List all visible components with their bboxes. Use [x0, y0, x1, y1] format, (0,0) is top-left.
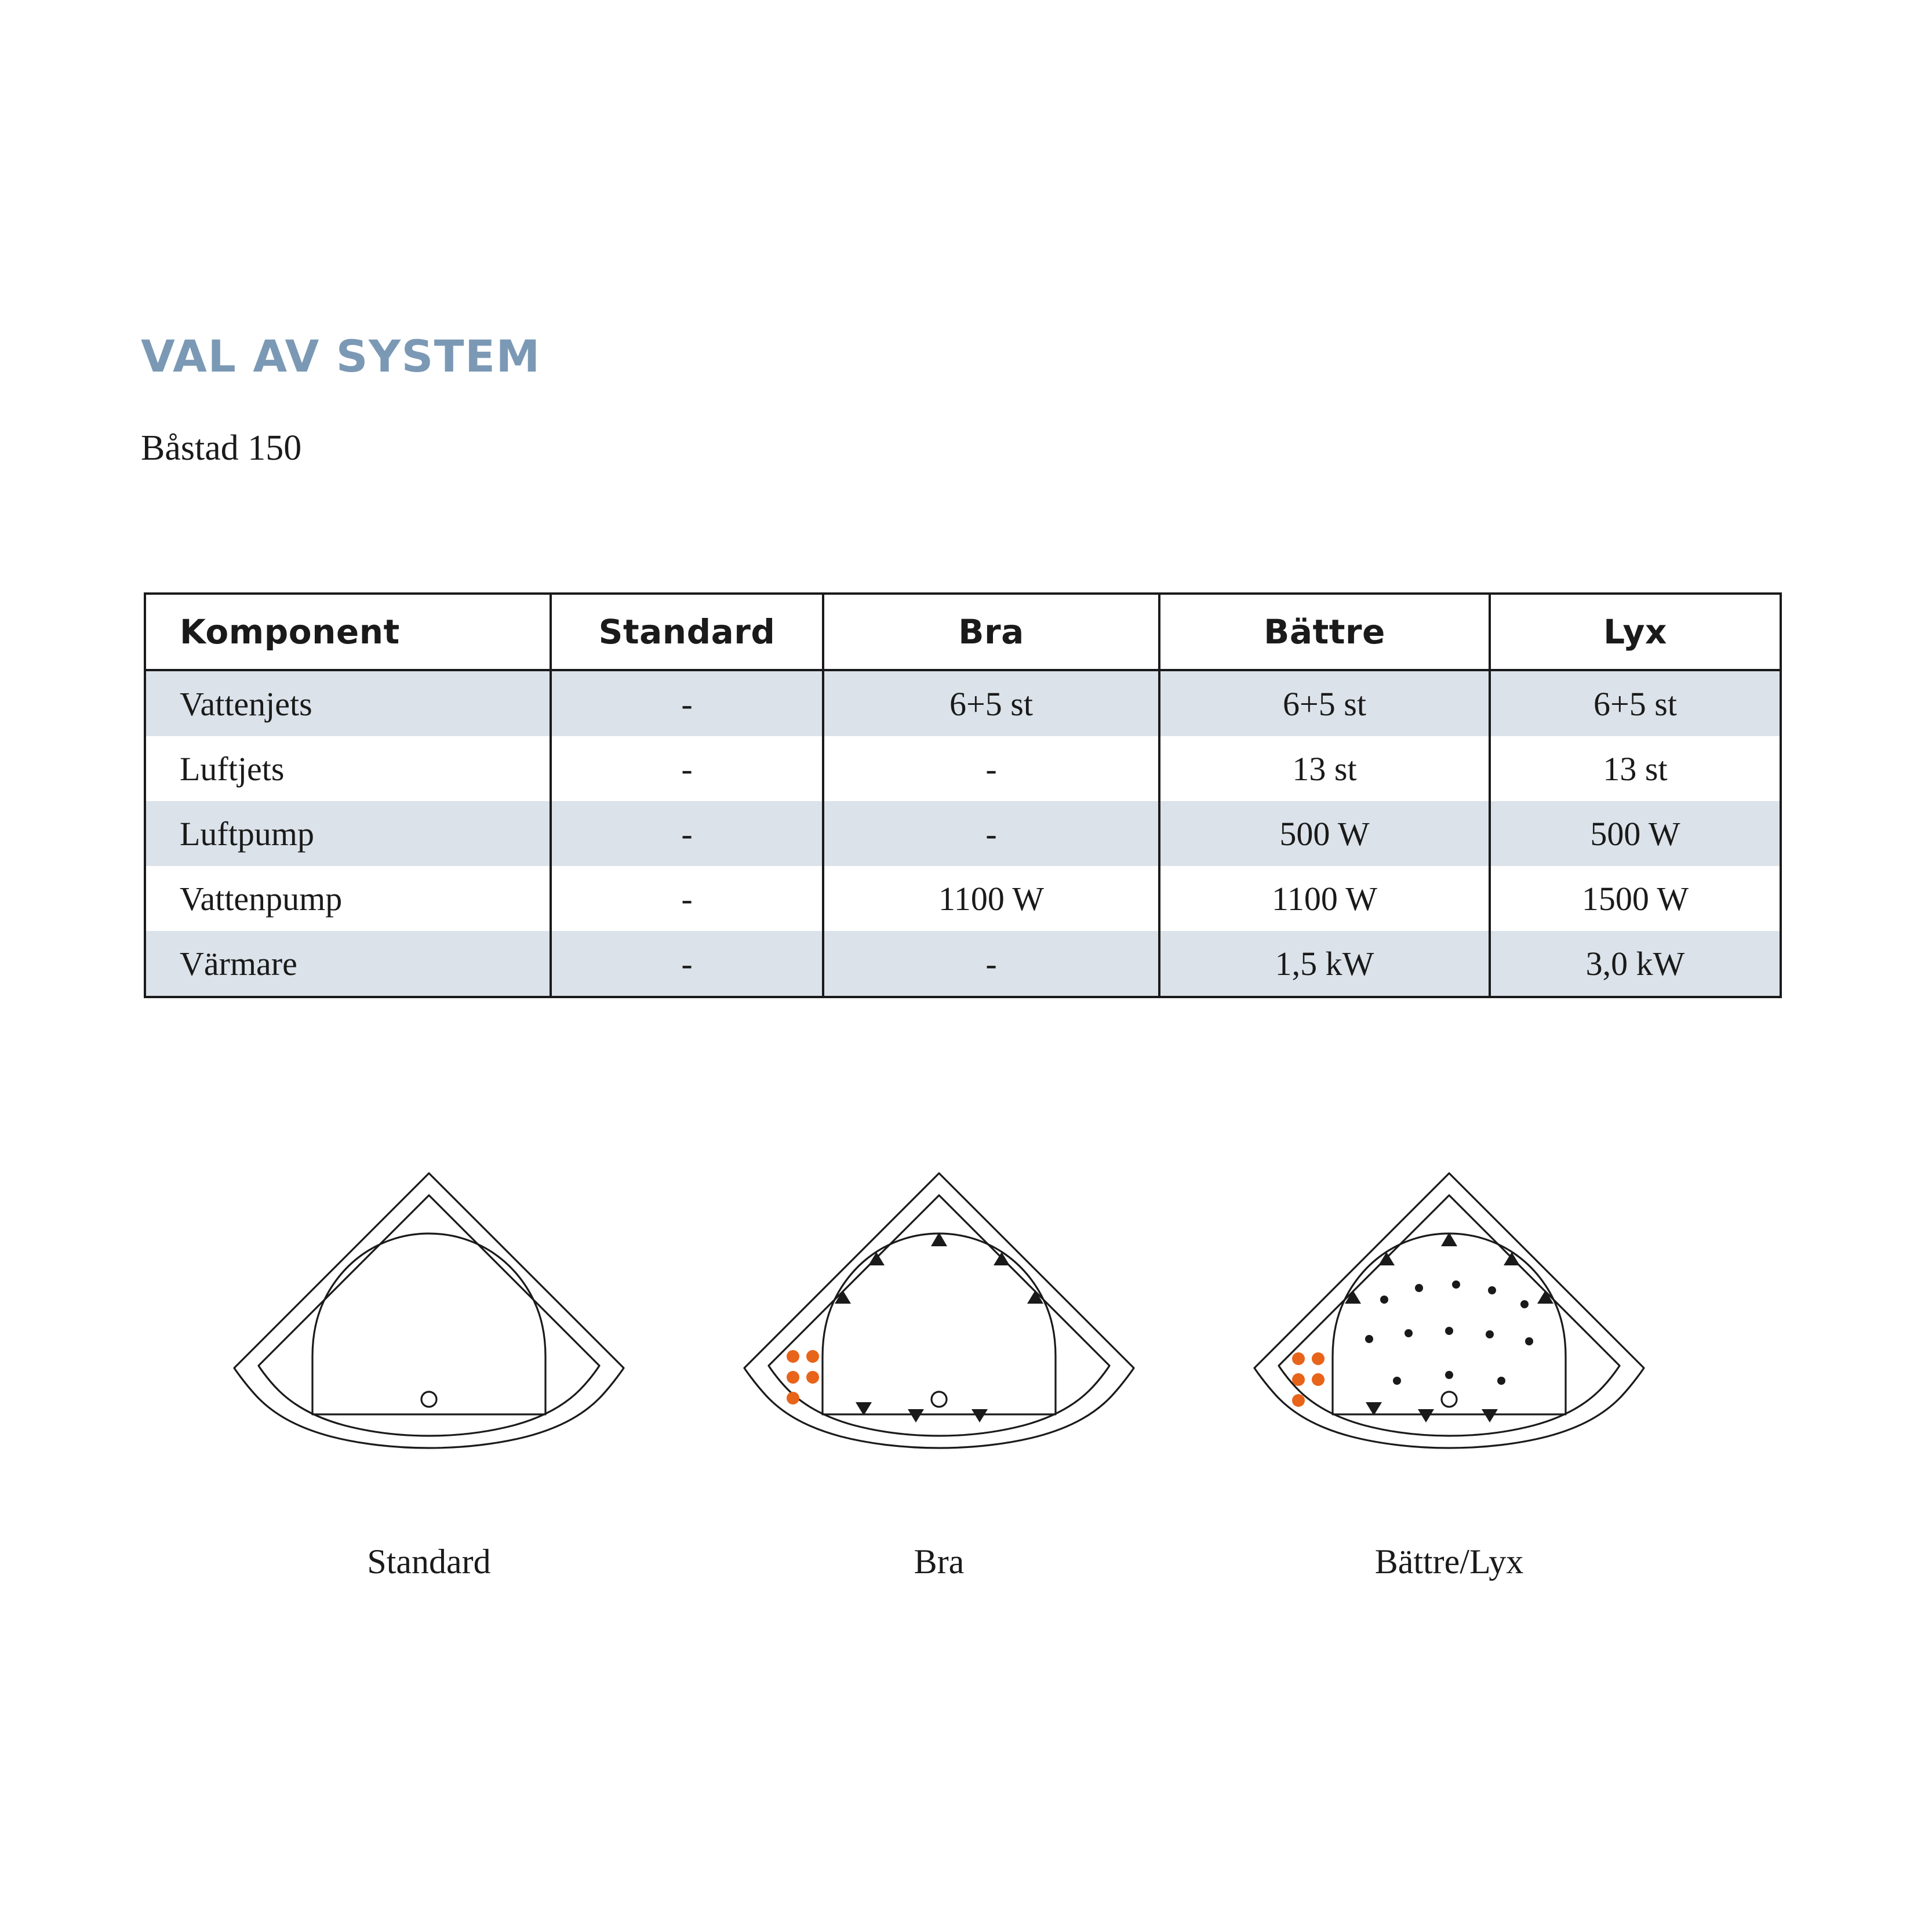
spec-table: [144, 592, 1782, 998]
cell-battre: 1100 W: [1159, 866, 1490, 931]
cell-bra: 1100 W: [823, 866, 1159, 931]
bathtub-battre-lyx-diagram: [1235, 1165, 1664, 1490]
cell-component: Vattenjets: [145, 670, 551, 736]
air-jet-marker: [1365, 1280, 1533, 1385]
bathtub-standard-diagram: [214, 1165, 643, 1490]
water-jet-marker: [835, 1232, 1043, 1422]
page-subtitle: Båstad 150: [141, 428, 302, 468]
cell-bra: -: [823, 736, 1159, 801]
cell-battre: 500 W: [1159, 801, 1490, 866]
cell-bra: -: [823, 801, 1159, 866]
table-row: [145, 736, 1781, 801]
cell-battre: 13 st: [1159, 736, 1490, 801]
cell-component: Värmare: [145, 931, 551, 997]
bathtub-bra-svg: [725, 1165, 1154, 1490]
cell-standard: -: [551, 736, 823, 801]
cell-bra: -: [823, 931, 1159, 997]
cell-lyx: 13 st: [1490, 736, 1781, 801]
table-row: [145, 670, 1781, 736]
column-header-lyx: Lyx: [1490, 594, 1781, 670]
cell-lyx: 6+5 st: [1490, 670, 1781, 736]
cell-battre: 6+5 st: [1159, 670, 1490, 736]
cell-bra: 6+5 st: [823, 670, 1159, 736]
pump-indicator-dots: [787, 1350, 819, 1405]
column-header-battre: Bättre: [1159, 594, 1490, 670]
bathtub-bra-diagram: [725, 1165, 1154, 1490]
cell-lyx: 500 W: [1490, 801, 1781, 866]
cell-standard: -: [551, 801, 823, 866]
cell-standard: -: [551, 931, 823, 997]
table-row: [145, 931, 1781, 997]
column-header-bra: Bra: [823, 594, 1159, 670]
cell-lyx: 3,0 kW: [1490, 931, 1781, 997]
cell-standard: -: [551, 670, 823, 736]
diagram-caption-standard: Standard: [367, 1542, 491, 1581]
cell-component: Luftpump: [145, 801, 551, 866]
table-row: [145, 801, 1781, 866]
table-row: [145, 866, 1781, 931]
diagram-caption-battre-lyx: Bättre/Lyx: [1374, 1542, 1524, 1581]
cell-lyx: 1500 W: [1490, 866, 1781, 931]
cell-battre: 1,5 kW: [1159, 931, 1490, 997]
cell-standard: -: [551, 866, 823, 931]
cell-component: Luftjets: [145, 736, 551, 801]
column-header-standard: Standard: [551, 594, 823, 670]
diagram-caption-bra: Bra: [914, 1542, 965, 1581]
bathtub-battre-lyx-svg: [1235, 1165, 1664, 1490]
page-title: VAL AV SYSTEM: [141, 330, 541, 382]
spec-table-container: [144, 592, 1780, 998]
cell-component: Vattenpump: [145, 866, 551, 931]
column-header-komponent: Komponent: [145, 594, 551, 670]
diagram-row: [139, 1165, 1791, 1571]
bathtub-standard-svg: [214, 1165, 643, 1490]
table-header-row: [145, 594, 1781, 670]
